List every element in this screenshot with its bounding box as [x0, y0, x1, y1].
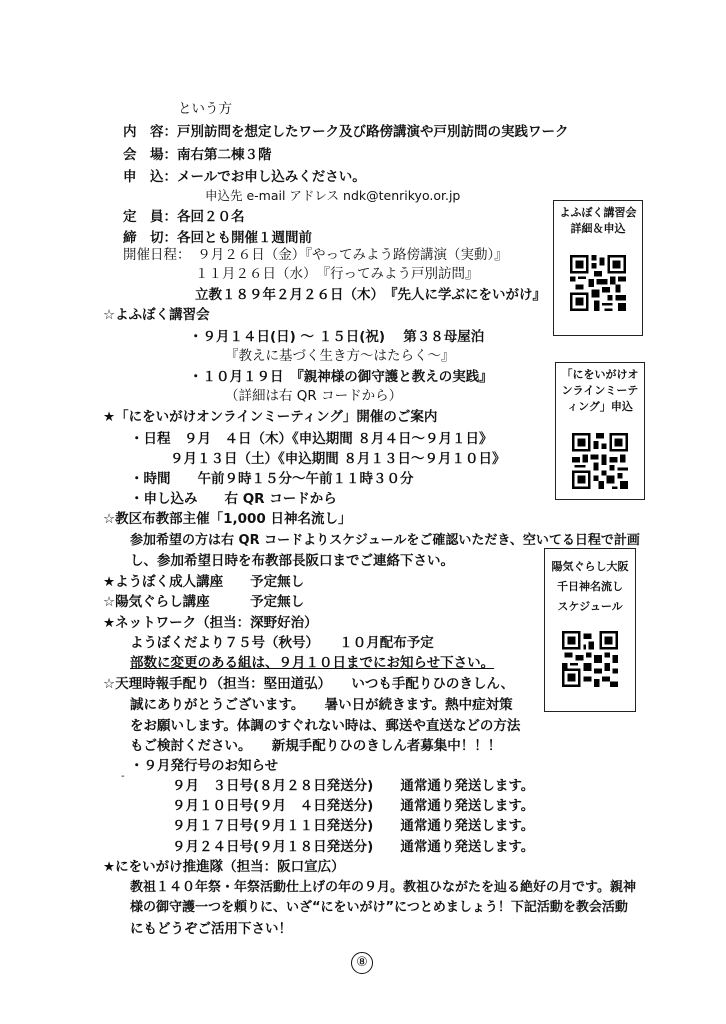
qr-box-online-meeting — [555, 362, 645, 500]
section-heading: ☆よふぼく講習会 — [103, 307, 210, 323]
text-line: ようぼくだより７５号（秋号） １０月配布予定 — [130, 635, 434, 651]
section-heading: ☆教区布教部主催「1,000 日神名流し」 — [103, 511, 352, 527]
text-line: 申 込：メールでお申し込みください。 — [123, 169, 366, 185]
stray-mark: - — [121, 771, 125, 782]
qr-code-icon[interactable] — [572, 433, 628, 489]
section-heading: ☆天理時報手配り（担当：堅田道弘） いつも手配りひのきしん、 — [103, 676, 515, 692]
text-line: 様の御守護一つを頼りに、いざ“にをいがけ”につとめましょう！下記活動を教会活動 — [130, 900, 628, 915]
text-line: （詳細は右 QR コードから） — [225, 388, 403, 404]
text-line: 教祖１４０年祭・年祭活動仕上げの年の９月。教祖ひながたを辿る絶好の月です。親神 — [130, 880, 636, 895]
issue-row: ９月 ３日号(８月２８日発送分) 通常通り発送します。 — [172, 778, 535, 794]
qr-code-icon[interactable] — [562, 631, 618, 687]
text-line: 開催日程： ９月２６日（金）『やってみよう路傍講演（実動）』 — [123, 247, 508, 263]
issue-row: ９月１７日号(９月１１日発送分) 通常通り発送します。 — [172, 818, 535, 834]
section-heading: ★ようぼく成人講座 予定無し — [103, 574, 305, 590]
text-line: ・日程 ９月 ４日（木）《申込期間 ８月４日～９月１日》 — [130, 431, 493, 447]
qr-box-yofuboku-seminar — [553, 200, 643, 336]
text-line: をお願いします。体調のすぐれない時は、郵送や直送などの方法 — [130, 718, 521, 734]
qr-box-shinmei-nagashi — [544, 548, 636, 712]
email-address-line: 申込先 e-mail アドレス ndk@tenrikyo.or.jp — [205, 188, 461, 203]
qr-box-label: 陽気ぐらし大阪 千日神名流し スケジュール — [551, 560, 629, 613]
text-line: ９月１３日（土）《申込期間 ８月１３日～９月１０日》 — [170, 451, 506, 467]
text-line: 締 切：各回とも開催１週間前 — [123, 230, 312, 246]
section-heading: ★にをいがけ推進隊（担当：阪口宣広） — [103, 859, 345, 875]
qr-box-label: よふぼく講習会 詳細＆申込 — [559, 206, 637, 235]
page-number: ⑧ — [351, 952, 373, 974]
text-line: 内 容：戸別訪問を想定したワーク及び路傍講演や戸別訪問の実践ワーク — [123, 124, 569, 140]
text-line: 立教１８９年２月２６日（木） 『先人に学ぶにをいがけ』 — [195, 287, 546, 303]
text-line: 定 員：各回２０名 — [123, 209, 245, 225]
text-line: 会 場：南右第二棟３階 — [123, 147, 272, 163]
text-line: １１月２６日（水） 『行ってみよう戸別訪問』 — [195, 266, 479, 282]
section-heading: ☆陽気ぐらし講座 予定無し — [103, 594, 305, 610]
underlined-notice: 部数に変更のある組は、９月１０日までにお知らせ下さい。 — [130, 655, 495, 671]
text-line: にもどうぞご活用下さい！ — [130, 921, 292, 937]
text-line: もご検討ください。 新規手配りひのきしん者募集中！！！ — [130, 738, 502, 754]
qr-code-icon[interactable] — [570, 255, 626, 311]
text-line: 参加希望の方は右 QR コードよりスケジュールをご確認いただき、空いてる日程で計画 — [130, 533, 640, 548]
text-line: ・申し込み 右 QR コードから — [130, 491, 337, 507]
text-line: ・１０月１９日 『親神様の御守護と教えの実践』 — [189, 369, 493, 385]
qr-box-label: 「にをいがけオ ンラインミーテ ィング」申込 — [561, 368, 639, 413]
text-line: ・時間 午前９時１５分～午前１１時３０分 — [130, 471, 414, 487]
text-line: という方 — [178, 101, 232, 117]
issue-row: ９月２４日号(９月１８日発送分) 通常通り発送します。 — [172, 839, 535, 855]
section-heading: ★「にをいがけオンラインミーティング」開催のご案内 — [103, 409, 438, 425]
text-line: ・９月１４日(日) ～ １５日(祝) 第３８母屋泊 — [189, 329, 485, 345]
text-line: 『教えに基づく生き方～はたらく～』 — [225, 348, 455, 364]
text-line: ・９月発行号のお知らせ — [130, 758, 279, 774]
issue-row: ９月１０日号(９月 ４日発送分) 通常通り発送します。 — [172, 798, 535, 814]
text-line: し、参加希望日時を布教部長阪口までご連絡下さい。 — [130, 553, 454, 569]
section-heading: ★ネットワーク（担当：深野好治） — [103, 615, 318, 631]
text-line: 誠にありがとうございます。 暑い日が続きます。熱中症対策 — [130, 697, 513, 713]
